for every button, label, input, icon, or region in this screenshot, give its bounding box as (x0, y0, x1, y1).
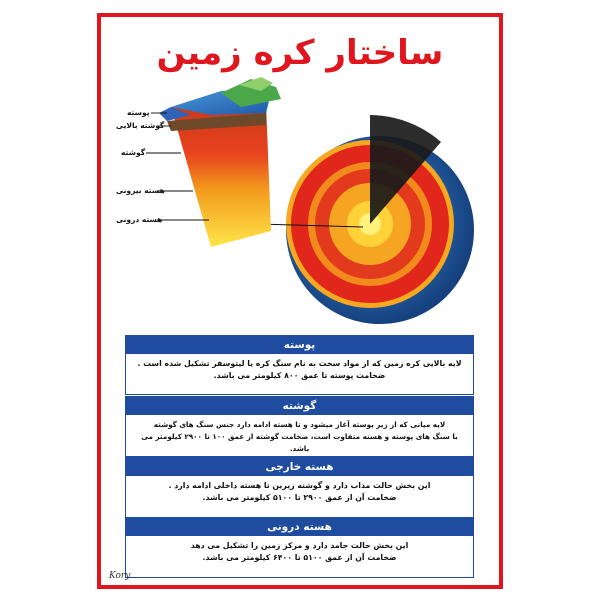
page-title: ساختار کره زمین (156, 33, 444, 73)
earth-globe (286, 115, 474, 324)
section-line: لایه بالایی کره زمین که از مواد سخت به نام سنگ کره یا لیتوسفر تشکیل شده است . (137, 359, 462, 368)
section-heading: پوسته (125, 335, 474, 354)
label-crust: پوسته (127, 108, 150, 117)
section-line: لایه میانی که از زیر پوسته آغاز میشود و تا هسته ادامه دارد جنس سنگ های گوشته (153, 420, 446, 429)
section-body (125, 476, 474, 518)
section-mantle (125, 396, 474, 457)
section-heading: هسته درونی (125, 517, 474, 536)
section-line: این بخش حالت جامد دارد و مرکز زمین را تشکیل می دهد (190, 541, 409, 550)
signature: Kory (109, 571, 131, 581)
label-inner-core: هسته درونی (116, 215, 163, 224)
section-outer-core (125, 457, 474, 518)
section-crust (125, 335, 474, 395)
section-body (125, 354, 474, 395)
section-line: ضخامت پوسته تا عمق ۸۰۰ کیلومتر می باشد. (213, 371, 386, 380)
label-outer-core: هسته بیرونی (116, 186, 165, 195)
section-line: ضخامت آن از عمق ۵۱۰۰ تا ۶۴۰۰ کیلومتر می باشد. (202, 553, 397, 562)
label-mantle: گوشته (121, 148, 146, 157)
section-inner-core (125, 517, 474, 578)
section-line: این بخش حالت مذاب دارد و گوشته زیرین تا هسته داخلی ادامه دارد . (168, 481, 431, 490)
label-upper-mantle: گوشته بالایی (116, 121, 165, 130)
earth-structure-illustration (101, 17, 499, 347)
poster (97, 13, 503, 589)
section-heading: هسته خارجی (125, 457, 474, 476)
section-line: با سنگ های پوسته و هسته متفاوت است، ضخامت گوشته از عمق ۱۰۰ تا ۲۹۰۰ کیلومتر می باشد. (141, 432, 458, 453)
section-body (125, 415, 474, 457)
section-body (125, 536, 474, 578)
section-heading: گوشته (125, 396, 474, 415)
section-line: ضخامت آن از عمق ۲۹۰۰ تا ۵۱۰۰ کیلومتر می باشد. (202, 493, 397, 502)
earth-slice (159, 77, 281, 247)
